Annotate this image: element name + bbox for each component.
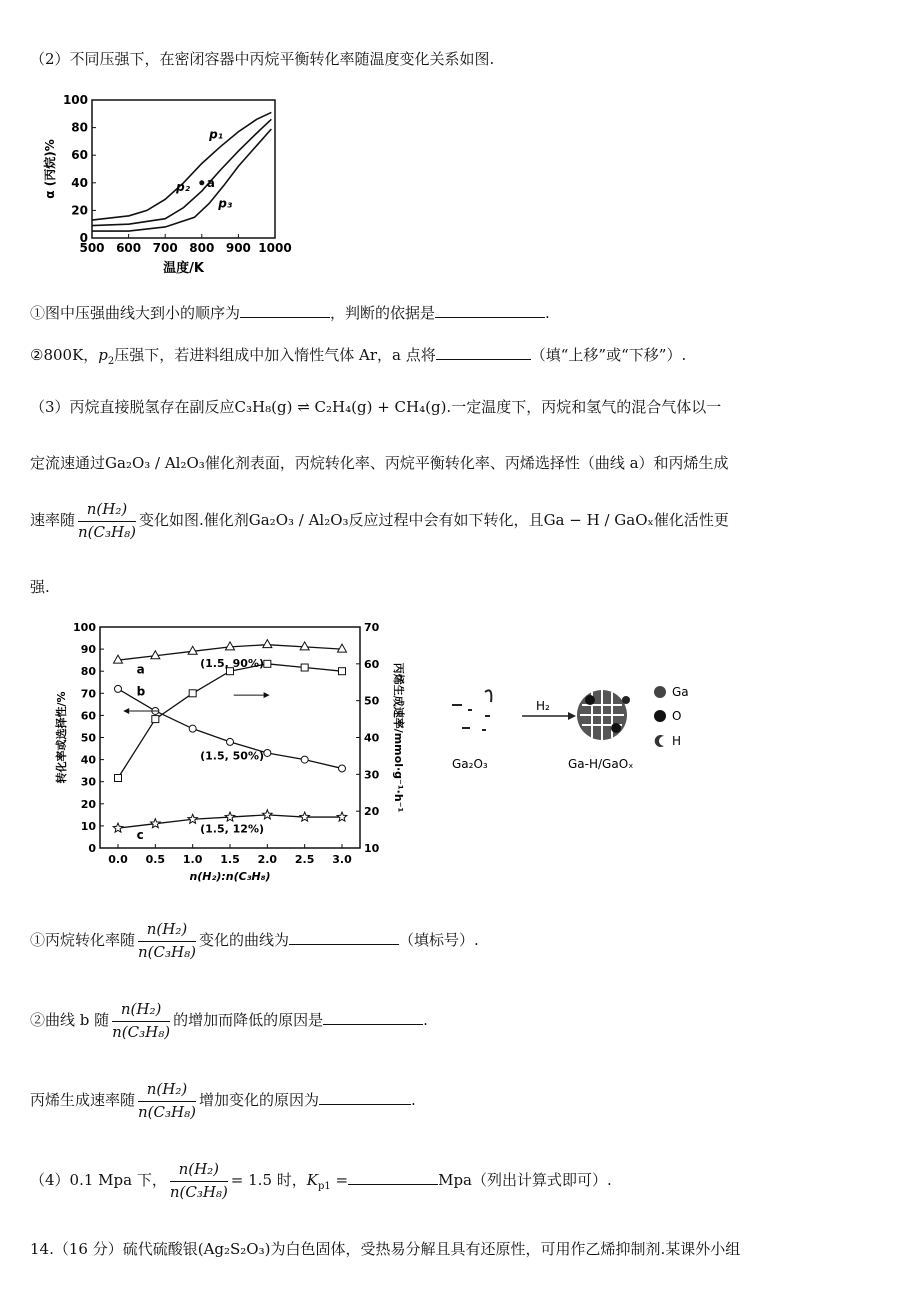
- y-left-tick-label: 40: [80, 753, 96, 767]
- curve-label-p1: p₁: [209, 127, 223, 142]
- x-tick-label: 500: [79, 241, 105, 255]
- ratio-fraction: $\frac{\text{n(H₂)}}{\text{n(C₃H₈)}}$: [78, 500, 136, 541]
- y-right-tick-label: 40: [364, 731, 380, 745]
- question-2-2: ②800K，$p_2$压强下，若进料组成中加入惰性气体 Ar，a 点将 （填“上移”或“下移”）.: [30, 346, 687, 367]
- x-tick-label: 900: [225, 241, 251, 255]
- x-tick-label: 0.0: [108, 853, 128, 866]
- x-axis-label: 温度/K: [163, 261, 204, 276]
- curve-2: [92, 119, 271, 225]
- x-tick-label: 1000: [258, 241, 292, 255]
- series-b-point: [115, 685, 122, 692]
- annotation-c: (1.5, 12%): [200, 822, 265, 836]
- h2-reagent-label: H₂: [536, 699, 550, 713]
- y-axis-label: α (丙烷)%: [43, 139, 57, 199]
- x-tick-label: 1.0: [182, 853, 203, 866]
- answer-blank[interactable]: [289, 930, 399, 945]
- section-3-line4: 强.: [30, 578, 50, 596]
- x-tick-label: 2.5: [294, 853, 315, 866]
- ga-h-gaox-label: Ga-H/GaOₓ: [568, 757, 634, 771]
- series-c-point: [113, 823, 123, 832]
- series-c-point: [337, 812, 347, 821]
- x-tick-label: 3.0: [332, 853, 352, 866]
- series-rate-point: [301, 664, 308, 671]
- series-c-point: [300, 812, 310, 821]
- x-tick-label: 600: [116, 241, 142, 255]
- answer-blank[interactable]: [435, 303, 545, 318]
- y-right-tick-label: 10: [364, 842, 380, 855]
- y-left-tick-label: 10: [80, 819, 96, 833]
- y-tick-label: 80: [71, 120, 88, 135]
- y-tick-label: 20: [71, 203, 88, 218]
- y-left-tick-label: 100: [73, 621, 96, 634]
- series-b-point: [339, 765, 346, 772]
- series-b-point: [264, 749, 271, 756]
- y-tick-label: 100: [62, 93, 88, 107]
- y-left-axis-label: 转化率或选择性/%: [55, 691, 68, 784]
- legend-h: H: [672, 734, 682, 748]
- section-3-line3: 速率随 $\frac{\text{n(H₂)}}{\text{n(C₃H₈)}}$ 变化如图.催化剂Ga₂O₃ / Al₂O₃反应过程中会有如下转化，且Ga − H / GaOₓ催化活性更: [30, 500, 729, 541]
- series-rate-point: [339, 668, 346, 675]
- series-c-point: [151, 819, 161, 828]
- series-rate-point: [189, 690, 196, 697]
- y-tick-label: 60: [71, 148, 88, 163]
- series-rate-point: [115, 775, 122, 782]
- series-a-point: [300, 642, 309, 650]
- y-right-tick-label: 30: [364, 768, 380, 782]
- answer-blank[interactable]: [319, 1090, 411, 1105]
- series-c-point: [225, 812, 235, 821]
- curve-label-a: a: [136, 662, 145, 677]
- question-3-3: 丙烯生成速率随 $\frac{\text{n(H₂)}}{\text{n(C₃H₈)}}$ 增加变化的原因为 .: [30, 1080, 416, 1121]
- series-a-point: [226, 642, 235, 650]
- series-b-point: [227, 738, 234, 745]
- chart-conversion-selectivity: [55, 615, 405, 890]
- series-rate-point: [264, 660, 271, 667]
- question-3-1: ①丙烷转化率随 $\frac{\text{n(H₂)}}{\text{n(C₃H₈)}}$ 变化的曲线为 （填标号）.: [30, 920, 479, 961]
- curve-1: [92, 112, 271, 220]
- x-tick-label: 1.5: [220, 853, 240, 866]
- active-species-formula: Ga − H / GaOₓ: [543, 511, 654, 529]
- question-14: 14.（16 分）硫代硫酸银(Ag₂S₂O₃)为白色固体，受热易分解且具有还原性，可用作乙烯抑制剂.某课外小组: [30, 1240, 741, 1258]
- point-a-label: a: [206, 175, 215, 190]
- curve-label-p3: p₃: [218, 196, 233, 211]
- series-b-point: [301, 756, 308, 763]
- y-right-tick-label: 60: [364, 657, 380, 671]
- chart-equilibrium-conversion: [40, 90, 320, 285]
- y-left-tick-label: 70: [80, 687, 96, 701]
- x-tick-label: 2.0: [257, 853, 278, 866]
- section-3-line2: 定流速通过Ga₂O₃ / Al₂O₃催化剂表面，丙烷转化率、丙烷平衡转化率、丙烯选择性（曲线 a）和丙烯生成: [30, 454, 729, 472]
- ga-atom-icon: [654, 686, 666, 698]
- side-reaction-equation: C₃H₈(g) ⇌ C₂H₄(g) + CH₄(g): [234, 398, 447, 416]
- answer-blank[interactable]: [323, 1010, 423, 1025]
- catalyst-transformation-scheme: [440, 670, 700, 780]
- question-4: （4）0.1 Mpa 下， $\frac{\text{n(H₂)}}{\text{n(C₃H₈)}}$ = 1.5 时，$K_{p1} = Mpa$（列出计算式即可）.: [30, 1160, 612, 1201]
- series-c-point: [263, 810, 273, 819]
- x-tick-label: 700: [152, 241, 178, 255]
- curve-label-p2: p₂: [176, 180, 191, 195]
- series-b-point: [189, 725, 196, 732]
- x-tick-label: 0.5: [145, 853, 166, 866]
- y-left-tick-label: 90: [80, 643, 96, 657]
- x-axis-label: n(H₂):n(C₃H₈): [189, 870, 271, 883]
- legend-o: O: [672, 709, 682, 723]
- series-rate-point: [152, 716, 159, 723]
- question-2-1: ①图中压强曲线大到小的顺序为 ，判断的依据是 .: [30, 304, 550, 322]
- arrow-right-head: [264, 692, 270, 698]
- x-tick-label: 800: [189, 241, 215, 255]
- y-right-axis-label: 丙烯生成速率/mmol·g⁻¹·h⁻¹: [392, 662, 405, 813]
- h-atom-icon: [655, 735, 664, 747]
- series-c-point: [188, 814, 198, 823]
- arrow-left-head: [123, 708, 129, 714]
- answer-blank[interactable]: [348, 1170, 438, 1185]
- y-right-tick-label: 20: [364, 805, 380, 819]
- catalyst-formula: Ga₂O₃ / Al₂O₃: [248, 511, 349, 529]
- annotation-a: (1.5, 90%): [200, 656, 265, 670]
- section-2-intro: （2）不同压强下，在密闭容器中丙烷平衡转化率随温度变化关系如图.: [30, 50, 495, 68]
- ga2o3-structure: [452, 690, 491, 730]
- y-right-tick-label: 50: [364, 694, 380, 708]
- y-right-tick-label: 70: [364, 621, 380, 634]
- answer-blank[interactable]: [240, 303, 330, 318]
- curve-label-b: b: [136, 684, 146, 699]
- series-a-point: [263, 640, 272, 648]
- y-tick-label: 40: [71, 175, 88, 190]
- y-left-tick-label: 80: [80, 665, 96, 679]
- annotation-b: (1.5, 50%): [200, 749, 265, 763]
- o-atom-icon: [654, 710, 666, 722]
- y-left-tick-label: 0: [88, 842, 96, 855]
- y-tick-label: 0: [79, 231, 88, 245]
- section-3-line1: （3）丙烷直接脱氢存在副反应C₃H₈(g) ⇌ C₂H₄(g) + CH₄(g).一定温度下，丙烷和氢气的混合气体以一: [30, 398, 722, 416]
- y-left-tick-label: 20: [80, 797, 96, 811]
- series-a-point: [338, 644, 347, 652]
- y-left-tick-label: 30: [80, 775, 96, 789]
- y-left-tick-label: 50: [80, 731, 96, 745]
- question-3-2: ②曲线 b 随 $\frac{\text{n(H₂)}}{\text{n(C₃H₈)}}$ 的增加而降低的原因是 .: [30, 1000, 428, 1041]
- legend-ga: Ga: [672, 685, 689, 699]
- ga-h-gaox-structure: [577, 690, 630, 740]
- y-left-tick-label: 60: [80, 709, 96, 723]
- catalyst-formula: Ga₂O₃ / Al₂O₃: [105, 454, 205, 472]
- ga2o3-label: Ga₂O₃: [452, 757, 488, 771]
- point-a: [199, 180, 204, 185]
- curve-label-c: c: [136, 828, 144, 843]
- answer-blank[interactable]: [436, 345, 531, 360]
